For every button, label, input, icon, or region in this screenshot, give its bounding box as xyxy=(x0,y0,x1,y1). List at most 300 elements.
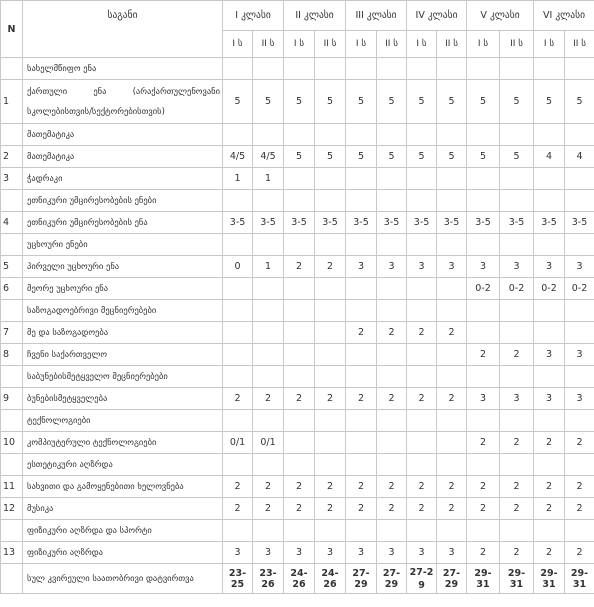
empty-cell xyxy=(407,124,437,146)
header-subject: საგანი xyxy=(23,1,223,58)
header-half-1: I ს xyxy=(223,31,253,58)
hours-cell: 0 xyxy=(223,256,253,278)
hours-cell xyxy=(407,344,437,366)
hours-cell xyxy=(500,322,534,344)
empty-cell xyxy=(284,300,315,322)
hours-cell xyxy=(284,278,315,300)
category-label: სახელმწიფო ენა xyxy=(23,58,223,80)
hours-cell xyxy=(500,168,534,190)
subject-row xyxy=(1,498,594,520)
empty-cell xyxy=(315,58,346,80)
hours-cell xyxy=(253,278,284,300)
row-number-empty xyxy=(1,234,23,256)
hours-cell: 2 xyxy=(377,388,407,410)
hours-cell: 5 xyxy=(437,146,467,168)
hours-cell: 2 xyxy=(565,498,594,520)
empty-cell xyxy=(500,300,534,322)
hours-cell: 3 xyxy=(315,542,346,564)
hours-cell: 2 xyxy=(437,476,467,498)
table-body xyxy=(1,58,594,594)
hours-cell: 2 xyxy=(253,388,284,410)
total-hours-cell: 29-31 xyxy=(565,564,594,594)
empty-cell xyxy=(500,454,534,476)
subject-label: ბუნებისმეტყველება xyxy=(23,388,223,410)
row-number-empty xyxy=(1,190,23,212)
hours-cell xyxy=(407,278,437,300)
empty-cell xyxy=(377,190,407,212)
category-label: ეთნიკური უმცირესობების ენები xyxy=(23,190,223,212)
row-number: 13 xyxy=(1,542,23,564)
hours-cell xyxy=(377,432,407,454)
category-label: ესთეტიკური აღზრდა xyxy=(23,454,223,476)
header-grade-2: II კლასი xyxy=(284,1,346,31)
hours-cell: 4 xyxy=(534,146,565,168)
empty-cell xyxy=(407,190,437,212)
empty-cell xyxy=(437,454,467,476)
hours-cell: 2 xyxy=(377,476,407,498)
hours-cell: 1 xyxy=(253,256,284,278)
hours-cell: 2 xyxy=(500,476,534,498)
empty-cell xyxy=(377,300,407,322)
hours-cell: 2 xyxy=(223,388,253,410)
header-half-1: I ს xyxy=(407,31,437,58)
hours-cell: 5 xyxy=(315,80,346,124)
empty-cell xyxy=(346,366,377,388)
hours-cell: 5 xyxy=(500,80,534,124)
empty-cell xyxy=(253,234,284,256)
hours-cell xyxy=(377,278,407,300)
hours-cell: 2 xyxy=(346,388,377,410)
hours-cell: 5 xyxy=(534,80,565,124)
header-half-1: I ს xyxy=(467,31,500,58)
hours-cell: 5 xyxy=(407,146,437,168)
hours-cell xyxy=(437,278,467,300)
empty-cell xyxy=(565,454,594,476)
category-row xyxy=(1,454,594,476)
subject-label: ეთნიკური უმცირესობების ენა xyxy=(23,212,223,234)
hours-cell: 2 xyxy=(534,476,565,498)
subject-label: სახვითი და გამოყენებითი ხელოვნება xyxy=(23,476,223,498)
hours-cell: 3-5 xyxy=(437,212,467,234)
empty-cell xyxy=(500,234,534,256)
row-number: 6 xyxy=(1,278,23,300)
empty-cell xyxy=(346,410,377,432)
category-row xyxy=(1,190,594,212)
subject-label: კომპიუტერული ტექნოლოგიები xyxy=(23,432,223,454)
hours-cell: 3 xyxy=(346,542,377,564)
empty-cell xyxy=(315,190,346,212)
empty-cell xyxy=(253,410,284,432)
empty-cell xyxy=(500,366,534,388)
hours-cell xyxy=(346,432,377,454)
empty-cell xyxy=(467,454,500,476)
hours-cell xyxy=(284,432,315,454)
header-half-1: I ს xyxy=(346,31,377,58)
empty-cell xyxy=(467,366,500,388)
empty-cell xyxy=(223,58,253,80)
hours-cell: 0-2 xyxy=(565,278,594,300)
hours-cell: 4/5 xyxy=(223,146,253,168)
category-label: ფიზიკური აღზრდა და სპორტი xyxy=(23,520,223,542)
empty-cell xyxy=(315,454,346,476)
hours-cell xyxy=(467,168,500,190)
category-label: ტექნოლოგიები xyxy=(23,410,223,432)
total-row xyxy=(1,564,594,594)
row-number: 4 xyxy=(1,212,23,234)
hours-cell: 5 xyxy=(467,146,500,168)
row-number: 7 xyxy=(1,322,23,344)
category-row xyxy=(1,410,594,432)
header-half-1: I ს xyxy=(534,31,565,58)
row-number-empty xyxy=(1,410,23,432)
hours-cell: 3 xyxy=(565,256,594,278)
total-hours-cell: 27-29 xyxy=(407,564,437,594)
hours-cell: 2 xyxy=(253,476,284,498)
empty-cell xyxy=(407,454,437,476)
hours-cell: 2 xyxy=(565,542,594,564)
empty-cell xyxy=(377,234,407,256)
hours-cell xyxy=(407,168,437,190)
category-label: მათემატიკა xyxy=(23,124,223,146)
hours-cell: 0/1 xyxy=(223,432,253,454)
hours-cell: 5 xyxy=(346,80,377,124)
hours-cell: 3 xyxy=(223,542,253,564)
hours-cell: 5 xyxy=(253,80,284,124)
subject-row xyxy=(1,476,594,498)
empty-cell xyxy=(467,300,500,322)
hours-cell: 0-2 xyxy=(500,278,534,300)
hours-cell: 2 xyxy=(407,476,437,498)
empty-cell xyxy=(565,190,594,212)
hours-cell xyxy=(534,322,565,344)
empty-cell xyxy=(437,234,467,256)
empty-cell xyxy=(346,190,377,212)
empty-cell xyxy=(284,454,315,476)
row-number-empty xyxy=(1,520,23,542)
empty-cell xyxy=(534,58,565,80)
row-number: 2 xyxy=(1,146,23,168)
empty-cell xyxy=(315,410,346,432)
hours-cell: 5 xyxy=(377,146,407,168)
hours-cell: 2 xyxy=(500,498,534,520)
row-number: 3 xyxy=(1,168,23,190)
hours-cell: 3 xyxy=(284,542,315,564)
row-number: 8 xyxy=(1,344,23,366)
empty-cell xyxy=(346,300,377,322)
hours-cell: 3-5 xyxy=(407,212,437,234)
grade-header-row xyxy=(1,1,594,31)
row-number: 12 xyxy=(1,498,23,520)
empty-cell xyxy=(223,234,253,256)
empty-cell xyxy=(500,410,534,432)
hours-cell xyxy=(377,168,407,190)
empty-cell xyxy=(377,520,407,542)
hours-cell: 3-5 xyxy=(500,212,534,234)
hours-cell xyxy=(284,168,315,190)
hours-cell: 3 xyxy=(377,256,407,278)
hours-cell: 3-5 xyxy=(467,212,500,234)
header-half-2: II ს xyxy=(315,31,346,58)
hours-cell: 3 xyxy=(500,256,534,278)
empty-cell xyxy=(223,366,253,388)
empty-cell xyxy=(467,234,500,256)
hours-cell: 5 xyxy=(500,146,534,168)
subject-label: მეორე უცხოური ენა xyxy=(23,278,223,300)
hours-cell: 3-5 xyxy=(534,212,565,234)
empty-cell xyxy=(346,234,377,256)
empty-cell xyxy=(377,410,407,432)
empty-cell xyxy=(346,124,377,146)
empty-cell xyxy=(437,366,467,388)
hours-cell: 2 xyxy=(346,322,377,344)
hours-cell: 5 xyxy=(467,80,500,124)
hours-cell: 3 xyxy=(407,256,437,278)
empty-cell xyxy=(500,520,534,542)
empty-cell xyxy=(407,234,437,256)
total-hours-cell: 23-25 xyxy=(223,564,253,594)
empty-cell xyxy=(437,300,467,322)
hours-cell: 2 xyxy=(346,498,377,520)
row-number-empty xyxy=(1,366,23,388)
empty-cell xyxy=(437,410,467,432)
hours-cell: 5 xyxy=(407,80,437,124)
empty-cell xyxy=(284,190,315,212)
hours-cell: 3 xyxy=(407,542,437,564)
header-half-2: II ს xyxy=(500,31,534,58)
hours-cell xyxy=(284,322,315,344)
empty-cell xyxy=(407,366,437,388)
hours-cell: 2 xyxy=(377,498,407,520)
empty-cell xyxy=(346,520,377,542)
empty-cell xyxy=(407,520,437,542)
empty-cell xyxy=(437,58,467,80)
empty-cell xyxy=(407,58,437,80)
subject-row xyxy=(1,278,594,300)
header-half-2: II ს xyxy=(253,31,284,58)
row-number: 11 xyxy=(1,476,23,498)
hours-cell xyxy=(315,322,346,344)
header-half-2: II ს xyxy=(437,31,467,58)
hours-cell xyxy=(223,322,253,344)
hours-cell: 2 xyxy=(437,498,467,520)
empty-cell xyxy=(284,234,315,256)
hours-cell: 3-5 xyxy=(315,212,346,234)
empty-cell xyxy=(534,410,565,432)
subject-row xyxy=(1,388,594,410)
row-number-empty xyxy=(1,454,23,476)
hours-cell: 2 xyxy=(284,388,315,410)
hours-cell: 4/5 xyxy=(253,146,284,168)
hours-cell: 3-5 xyxy=(377,212,407,234)
empty-cell xyxy=(565,234,594,256)
hours-cell: 3-5 xyxy=(346,212,377,234)
hours-cell: 5 xyxy=(315,146,346,168)
header-grade-4: IV კლასი xyxy=(407,1,467,31)
header-half-2: II ს xyxy=(377,31,407,58)
subject-row xyxy=(1,432,594,454)
empty-cell xyxy=(500,124,534,146)
empty-cell xyxy=(467,58,500,80)
hours-cell: 5 xyxy=(284,146,315,168)
empty-cell xyxy=(534,520,565,542)
subject-label: ფიზიკური აღზრდა xyxy=(23,542,223,564)
hours-cell: 3 xyxy=(534,256,565,278)
header-half-2: II ს xyxy=(565,31,594,58)
hours-cell xyxy=(223,278,253,300)
category-row xyxy=(1,520,594,542)
empty-cell xyxy=(253,454,284,476)
empty-cell xyxy=(437,124,467,146)
hours-cell: 3 xyxy=(534,344,565,366)
empty-cell xyxy=(284,366,315,388)
empty-cell xyxy=(407,300,437,322)
empty-cell xyxy=(346,58,377,80)
hours-cell: 2 xyxy=(467,498,500,520)
subject-label: ჩვენი საქართველო xyxy=(23,344,223,366)
hours-cell: 4 xyxy=(565,146,594,168)
empty-cell xyxy=(467,520,500,542)
hours-cell xyxy=(437,432,467,454)
header-grade-3: III კლასი xyxy=(346,1,407,31)
hours-cell xyxy=(377,344,407,366)
hours-cell: 5 xyxy=(437,80,467,124)
empty-cell xyxy=(315,234,346,256)
hours-cell: 2 xyxy=(315,256,346,278)
hours-cell xyxy=(253,322,284,344)
hours-cell: 2 xyxy=(315,388,346,410)
total-hours-cell: 24-26 xyxy=(284,564,315,594)
hours-cell xyxy=(315,344,346,366)
row-number-empty xyxy=(1,300,23,322)
empty-cell xyxy=(253,520,284,542)
category-row xyxy=(1,234,594,256)
hours-cell: 2 xyxy=(284,476,315,498)
hours-cell: 1 xyxy=(223,168,253,190)
empty-cell xyxy=(315,124,346,146)
hours-cell: 2 xyxy=(467,476,500,498)
empty-cell xyxy=(534,234,565,256)
empty-cell xyxy=(437,520,467,542)
empty-cell xyxy=(377,454,407,476)
row-number: 5 xyxy=(1,256,23,278)
hours-cell xyxy=(565,168,594,190)
hours-cell: 0/1 xyxy=(253,432,284,454)
row-number: 1 xyxy=(1,80,23,124)
empty-cell xyxy=(437,190,467,212)
hours-cell: 3-5 xyxy=(284,212,315,234)
empty-cell xyxy=(253,300,284,322)
empty-cell xyxy=(223,520,253,542)
empty-cell xyxy=(534,454,565,476)
hours-cell: 2 xyxy=(223,498,253,520)
hours-cell: 3 xyxy=(500,388,534,410)
category-label: საბუნებისმეტყველო მეცნიერებები xyxy=(23,366,223,388)
hours-cell xyxy=(346,168,377,190)
empty-cell xyxy=(407,410,437,432)
hours-cell xyxy=(315,168,346,190)
hours-cell: 2 xyxy=(315,476,346,498)
row-number: 10 xyxy=(1,432,23,454)
subject-row xyxy=(1,80,594,124)
empty-cell xyxy=(253,366,284,388)
row-number: 9 xyxy=(1,388,23,410)
hours-cell xyxy=(315,432,346,454)
hours-cell xyxy=(437,168,467,190)
hours-cell: 3 xyxy=(437,256,467,278)
hours-cell: 3 xyxy=(346,256,377,278)
hours-cell: 2 xyxy=(253,498,284,520)
empty-cell xyxy=(223,300,253,322)
hours-cell: 2 xyxy=(346,476,377,498)
empty-cell xyxy=(284,520,315,542)
total-hours-cell: 29-31 xyxy=(534,564,565,594)
empty-cell xyxy=(500,190,534,212)
hours-cell: 2 xyxy=(500,344,534,366)
hours-cell: 2 xyxy=(467,542,500,564)
total-hours-cell: 29-31 xyxy=(467,564,500,594)
empty-cell xyxy=(534,366,565,388)
hours-cell xyxy=(565,322,594,344)
hours-cell xyxy=(284,344,315,366)
hours-cell: 3 xyxy=(377,542,407,564)
category-row xyxy=(1,58,594,80)
subject-row xyxy=(1,146,594,168)
category-label: საზოგადოებრივი მეცნიერებები xyxy=(23,300,223,322)
empty-cell xyxy=(223,190,253,212)
category-row xyxy=(1,124,594,146)
hours-cell: 2 xyxy=(467,344,500,366)
hours-cell: 5 xyxy=(377,80,407,124)
hours-cell: 3 xyxy=(565,388,594,410)
empty-cell xyxy=(565,366,594,388)
hours-cell: 2 xyxy=(500,542,534,564)
hours-cell: 5 xyxy=(565,80,594,124)
hours-cell xyxy=(346,278,377,300)
hours-cell: 2 xyxy=(377,322,407,344)
subject-label: პირველი უცხოური ენა xyxy=(23,256,223,278)
hours-cell: 5 xyxy=(346,146,377,168)
empty-cell xyxy=(467,124,500,146)
subject-label: მე და საზოგადოება xyxy=(23,322,223,344)
hours-cell: 2 xyxy=(534,542,565,564)
total-hours-cell: 29-31 xyxy=(500,564,534,594)
subject-label: ჭადრაკი xyxy=(23,168,223,190)
empty-cell xyxy=(377,124,407,146)
subject-row xyxy=(1,344,594,366)
empty-cell xyxy=(223,410,253,432)
header-grade-5: V კლასი xyxy=(467,1,534,31)
row-number-empty xyxy=(1,124,23,146)
hours-cell: 3 xyxy=(467,388,500,410)
hours-cell: 2 xyxy=(565,432,594,454)
empty-cell xyxy=(467,190,500,212)
hours-cell xyxy=(346,344,377,366)
hours-cell: 3-5 xyxy=(253,212,284,234)
row-number xyxy=(1,564,23,594)
total-hours-cell: 23-26 xyxy=(253,564,284,594)
hours-cell: 2 xyxy=(407,498,437,520)
hours-cell: 2 xyxy=(534,432,565,454)
hours-cell: 2 xyxy=(223,476,253,498)
empty-cell xyxy=(253,58,284,80)
subject-row xyxy=(1,256,594,278)
hours-cell: 3 xyxy=(534,388,565,410)
header-grade-6: VI კლასი xyxy=(534,1,594,31)
empty-cell xyxy=(565,520,594,542)
hours-cell xyxy=(534,168,565,190)
subject-row xyxy=(1,322,594,344)
row-number-empty xyxy=(1,58,23,80)
